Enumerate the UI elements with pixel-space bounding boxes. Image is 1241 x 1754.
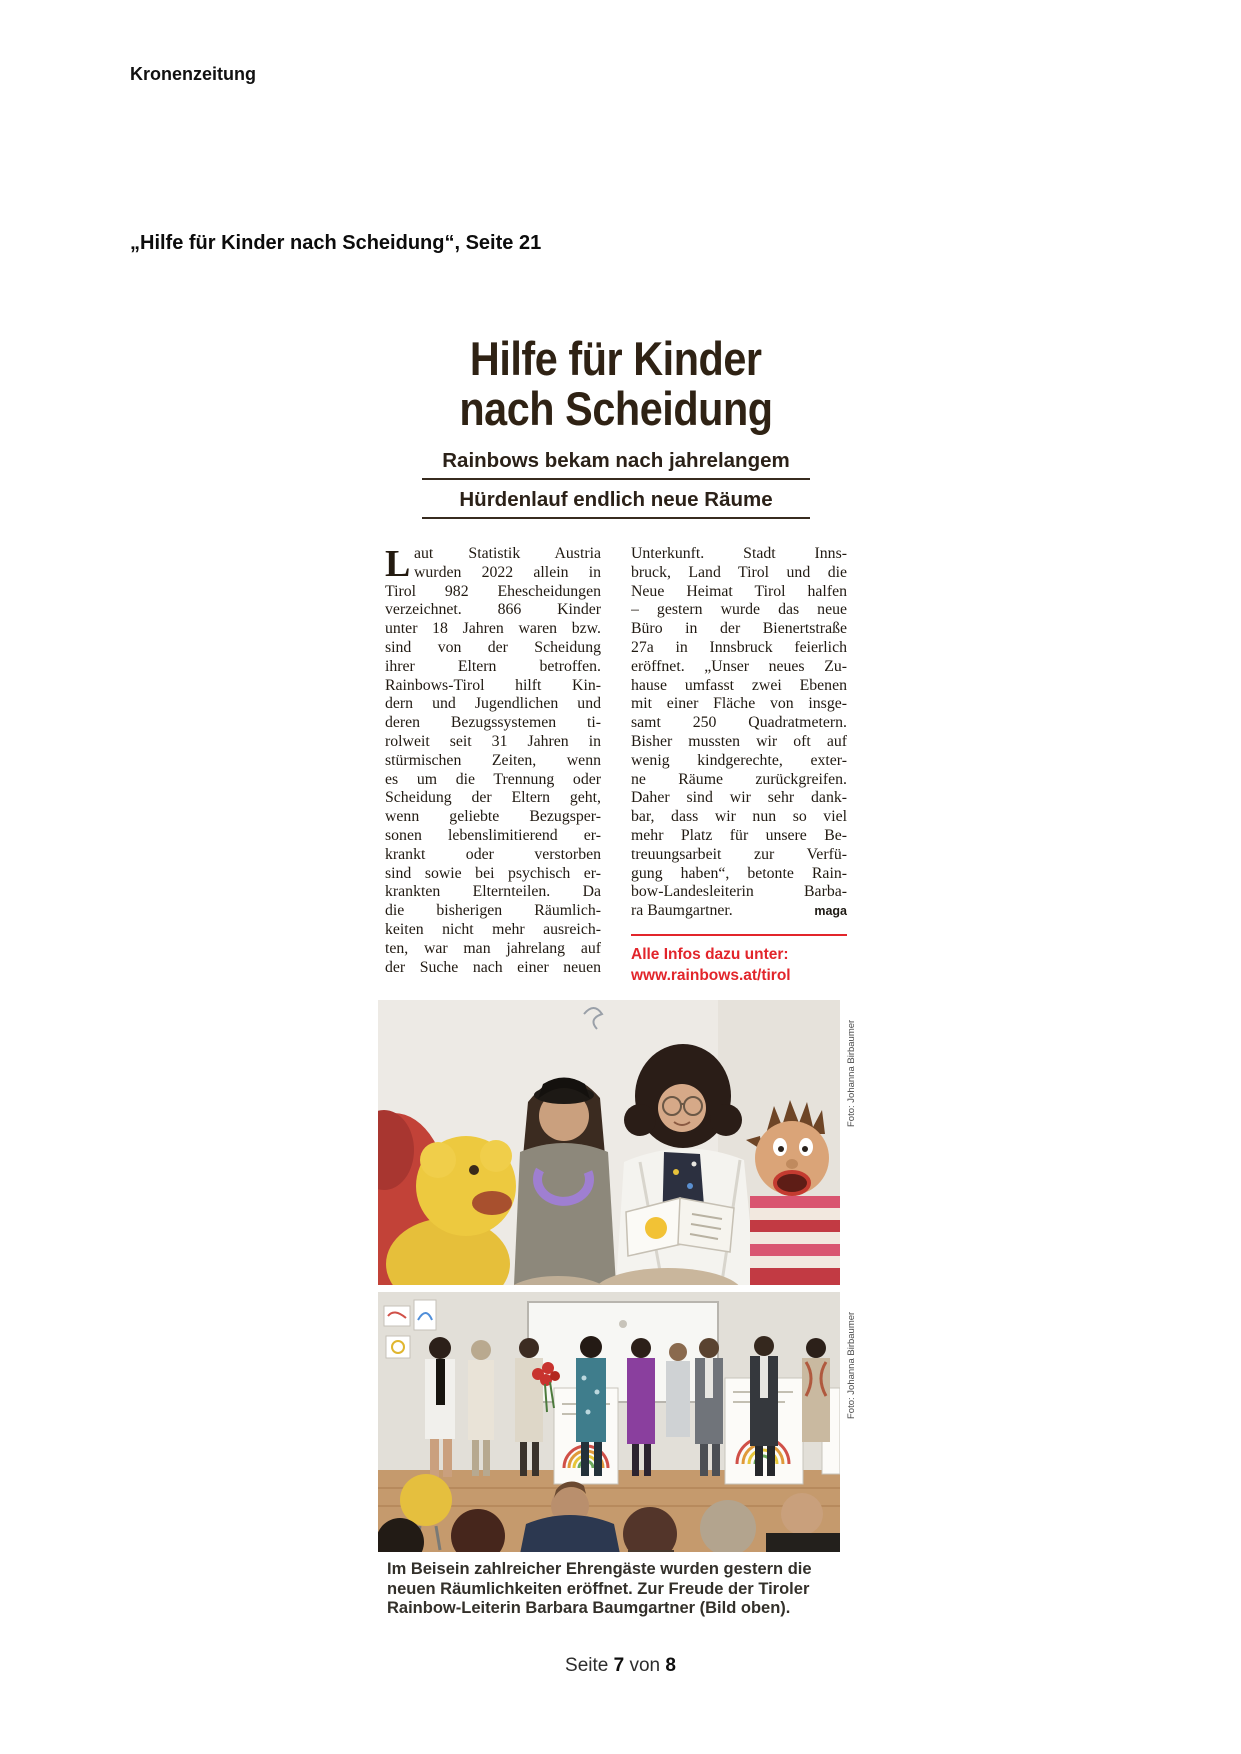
body-line: Tirol 982 Ehescheidungen	[385, 582, 601, 600]
body-line: bow-Landesleiterin Barba-	[631, 883, 847, 901]
body-line: wenn geliebte Bezugsper-	[385, 808, 601, 826]
page-number-footer	[0, 1655, 1241, 1677]
footer-current-page: 7	[613, 1655, 625, 1676]
body-line: der Suche nach einer neuen	[385, 958, 601, 976]
body-line: Bisher mussten wir oft auf	[631, 732, 847, 750]
body-line: keiten nicht mehr ausreich-	[385, 920, 601, 938]
info-box-url: www.rainbows.at/tirol	[631, 966, 791, 984]
body-line: bar, dass wir nun so viel	[631, 808, 847, 826]
body-line: stürmischen Zeiten, wenn	[385, 751, 601, 769]
body-line: Unterkunft. Stadt Inns-	[631, 545, 847, 562]
body-line: ra Baumgartner.	[631, 902, 733, 920]
article-subhead-2: Hürdenlauf endlich neue Räume	[422, 488, 810, 519]
body-column-left	[385, 545, 601, 986]
headline-line-2: nach Scheidung	[459, 382, 773, 435]
body-line: – gestern wurde das neue	[631, 601, 847, 619]
photo-credit-1: Foto: Johanna Birbaumer	[846, 1019, 857, 1127]
footer-total-pages: 8	[665, 1655, 676, 1676]
body-line: gung haben“, betonte Rain-	[631, 864, 847, 882]
body-line: wenig kindgerechte, exter-	[631, 751, 847, 769]
photo-opening-event	[378, 1292, 840, 1552]
body-line: mehr Platz für unsere Be-	[631, 826, 847, 844]
author-byline: maga	[814, 904, 847, 919]
drop-cap: L	[385, 543, 411, 585]
body-column-right	[631, 545, 847, 986]
article-header	[385, 334, 847, 519]
info-box-text: Alle Infos dazu unter:	[631, 945, 789, 963]
body-line: samt 250 Quadratmetern.	[631, 714, 847, 732]
body-line: mit einer Fläche von insge-	[631, 695, 847, 713]
body-line: sind sowie bei psychisch er-	[385, 864, 601, 882]
footer-label-seite: Seite	[565, 1655, 609, 1676]
body-line: krankten Elternteilen. Da	[385, 883, 601, 901]
caption-line: neuen Räumlichkeiten eröffnet. Zur Freude der Tiroler	[387, 1579, 810, 1598]
body-line: ten, war man jahrelang auf	[385, 939, 601, 957]
footer-label-von: von	[629, 1655, 661, 1676]
photo-event-illustration	[378, 1292, 840, 1552]
body-line: unter 18 Jahren waren bzw.	[385, 620, 601, 638]
body-line: dern und Jugendlichen und	[385, 695, 601, 713]
info-box	[631, 934, 847, 986]
masthead-source-label: Kronenzeitung	[130, 64, 256, 84]
photo-puppets-reading	[378, 1000, 840, 1285]
article-body	[385, 545, 847, 986]
body-line: krankt oder verstorben	[385, 845, 601, 863]
body-line: verzeichnet. 866 Kinder	[385, 601, 601, 619]
photo-caption	[387, 1560, 812, 1619]
caption-line: Rainbow-Leiterin Barbara Baumgartner (Bild oben).	[387, 1599, 791, 1617]
body-line: sonen lebenslimitierend er-	[385, 826, 601, 844]
body-line: bruck, Land Tirol und die	[631, 563, 847, 581]
body-line: eröffnet. „Unser neues Zu-	[631, 657, 847, 675]
body-line: es um die Trennung oder	[385, 770, 601, 788]
body-line: sind von der Scheidung	[385, 638, 601, 656]
body-line: Scheidung der Eltern geht,	[385, 789, 601, 807]
body-last-line	[631, 902, 847, 921]
headline-line-1: Hilfe für Kinder	[470, 332, 762, 385]
body-line: ihrer Eltern betroffen.	[385, 657, 601, 675]
photo-credit-2: Foto: Johanna Birbaumer	[846, 1311, 857, 1419]
photo-puppets-illustration	[378, 1000, 840, 1285]
body-line: 27a in Innsbruck feierlich	[631, 638, 847, 656]
body-line: rolweit seit 31 Jahren in	[385, 732, 601, 750]
body-line: Neue Heimat Tirol halfen	[631, 582, 847, 600]
body-line: ne Räume zurückgreifen.	[631, 770, 847, 788]
article-subhead-1: Rainbows bekam nach jahrelangem	[422, 449, 810, 480]
clipping-heading: „Hilfe für Kinder nach Scheidung“, Seite 21	[130, 232, 542, 254]
body-line: hause umfasst zwei Ebenen	[631, 676, 847, 694]
article-headline	[385, 334, 847, 434]
body-line: Rainbows-Tirol hilft Kin-	[385, 676, 601, 694]
body-line: treuungsarbeit zur Verfü-	[631, 845, 847, 863]
body-line: wurden 2022 allein in	[414, 563, 601, 581]
body-line: aut Statistik Austria	[414, 545, 601, 562]
body-line: Daher sind wir sehr dank-	[631, 789, 847, 807]
caption-line: Im Beisein zahlreicher Ehrengäste wurden gestern die	[387, 1560, 812, 1578]
body-line: die bisherigen Räumlich-	[385, 902, 601, 920]
body-line: Büro in der Bienertstraße	[631, 620, 847, 638]
body-line: deren Bezugssystemen ti-	[385, 714, 601, 732]
